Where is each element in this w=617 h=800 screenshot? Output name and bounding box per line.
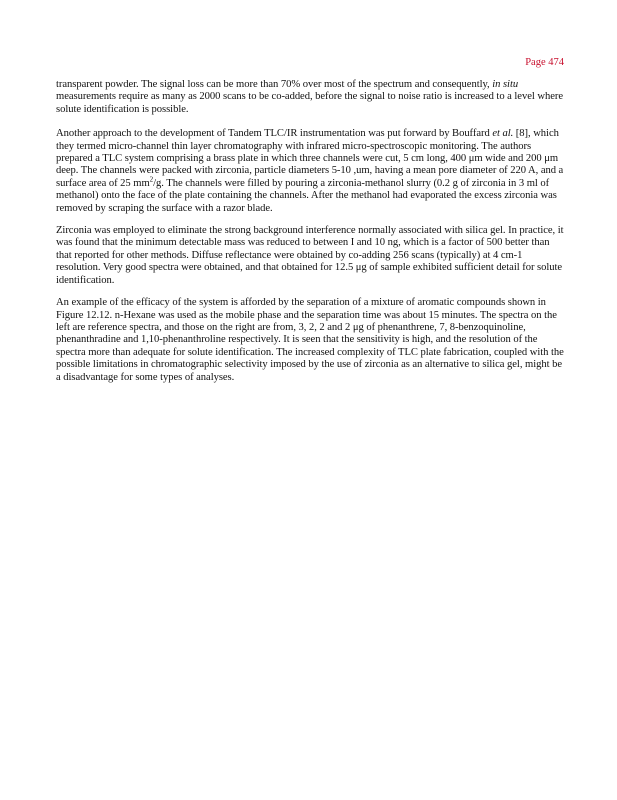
- superscript-two: 2: [149, 175, 154, 184]
- paragraph-4: An example of the efficacy of the system is afforded by the separation of a mixture of aromatic compounds shown in Figure 12.12. n-Hexane was used as the mobile phase and the separation time was about 15 minutes. The spectra on the left are reference spectra, and those on the right are from, 3, 2, 2 and 2 μg of phenanthrene, 7, 8-benzoquinoline, phenanthradine and 1,10-phenanthroline respectively. It is seen that the sensitivity is high, and the resolution of the spectra more than adequate for solute identification. The increased complexity of TLC plate fabrication, coupled with the possible limitations in chromatographic selectivity imposed by the use of zirconia as an alternative to silica gel, might be a disadvantage for some types of analyses.: [56, 297, 564, 383]
- document-body: [56, 79, 564, 394]
- paragraph-2-text-c: [8], which they termed micro-channel thin layer chromatography with infrared micro-spectroscopic monitoring. The authors prepared a TLC system comprising a brass plate in which three channels were cut, 5 cm long, 400 μm wide and 200 μm deep. The channels were packed with zirconia, particle diameters 5-10 ,um, having a mean pore diameter of 220 A, and a surface area of 25 mm: [56, 128, 564, 189]
- paragraph-1: [56, 79, 564, 116]
- paragraph-2: [56, 128, 564, 215]
- paragraph-1-text-c: measurements require as many as 2000 scans to be co-added, before the signal to noise ratio is increased to a level where solute identification is possible.: [56, 91, 563, 115]
- paragraph-2-text-d: /g. The channels were filled by pouring a zirconia-methanol slurry (0.2 g of zirconia in 3 ml of methanol) onto the face of the plate containing the channels. After the methanol had evaporated the excess zirconia was removed by scraping the surface with a razor blade.: [56, 177, 557, 214]
- paragraph-1-italic: in situ: [492, 79, 519, 90]
- paragraph-1-text-a: transparent powder. The signal loss can be more than 70% over most of the spectrum and consequently,: [56, 79, 493, 90]
- paragraph-3: Zirconia was employed to eliminate the strong background interference normally associated with silica gel. In practice, it was found that the minimum detectable mass was reduced to between I and 10 ng, which is a factor of 500 better than that reported for other methods. Diffuse reflectance were obtained by co-adding 256 scans (typically) at 4 cm-1 resolution. Very good spectra were obtained, and that obtained for 12.5 μg of sample exhibited sufficient detail for solute identification.: [56, 225, 564, 286]
- page-number: Page 474: [525, 57, 564, 68]
- paragraph-2-text-a: Another approach to the development of Tandem TLC/IR instrumentation was put forward by Bouffard: [56, 128, 493, 140]
- paragraph-2-italic: et al.: [492, 128, 514, 140]
